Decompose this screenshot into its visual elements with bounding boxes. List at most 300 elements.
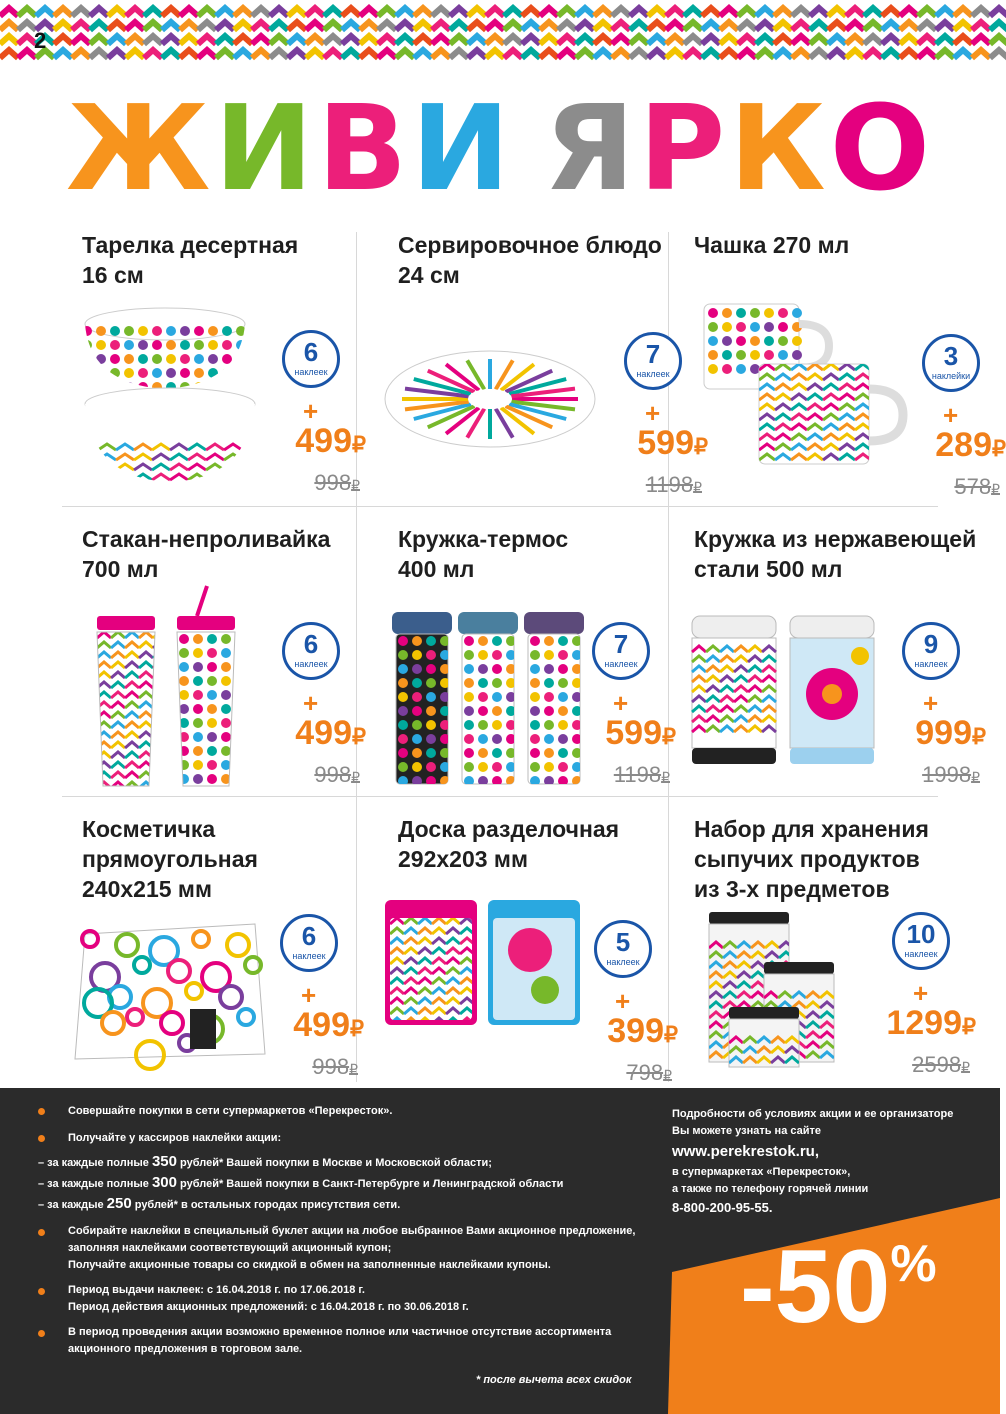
chevron-mark [108,36,126,44]
chevron-mark [198,36,216,44]
chevron-mark [306,50,324,58]
chevron-mark [234,50,252,58]
product-name: Тарелка десертная 16 см [82,232,299,288]
rule-item [38,1102,658,1121]
page-number: 2 [34,28,47,53]
chevron-mark [522,36,540,44]
chevron-mark [54,8,72,16]
product-image [380,612,600,787]
chevron-mark [666,36,684,44]
chevron-mark [540,8,558,16]
plus-sign: + [913,978,929,1008]
chevron-mark [252,22,270,30]
product-card[interactable] [378,814,678,1094]
chevron-mark [720,8,738,16]
product-image [70,914,270,1064]
chevron-mark [216,8,234,16]
ruble-sign: ₽ [962,1014,976,1039]
sticker-count: 3 [943,341,959,371]
chevron-mark [954,8,972,16]
ruble-sign: ₽ [662,724,676,749]
ruble-sign: ₽ [693,479,702,495]
price-value: 1299 [886,1004,962,1042]
chevron-mark [504,50,522,58]
product-name: Чашка 270 мл [694,232,850,258]
chevron-mark [612,50,630,58]
sticker-count-badge [594,920,652,978]
chevron-mark [324,22,342,30]
product-name: Кружка из нержавеющей стали 500 мл [694,526,977,582]
chevron-mark [738,50,756,58]
ruble-sign: ₽ [664,1022,678,1047]
chevron-mark [738,22,756,30]
chevron-mark [828,50,846,58]
chevron-mark [810,50,828,58]
chevron-mark [360,36,378,44]
plus-sign: + [923,688,939,718]
chevron-mark [216,50,234,58]
info-text: Вы можете узнать на сайте [672,1125,822,1137]
chevron-mark [810,8,828,16]
chevron-mark [270,36,288,44]
chevron-mark [504,36,522,44]
chevron-mark [522,22,540,30]
chevron-mark [0,8,18,16]
sticker-count: 9 [923,629,939,659]
rule-text: Получайте у кассиров наклейки акции: [68,1132,282,1144]
chevron-mark [684,36,702,44]
chevron-mark [486,8,504,16]
chevron-mark [630,36,648,44]
chevron-mark [252,8,270,16]
chevron-mark [522,8,540,16]
chevron-mark [450,50,468,58]
chevron-mark [432,36,450,44]
sticker-count: 10 [906,919,936,949]
product-card[interactable] [378,524,678,804]
chevron-mark [900,50,918,58]
chevron-mark [558,22,576,30]
product-image [72,616,272,786]
ruble-sign: ₽ [351,769,360,785]
chevron-mark [162,36,180,44]
sticker-label: наклеек [914,659,948,669]
old-price-value: 1198 [645,472,694,497]
chevron-mark [180,22,198,30]
chevron-mark [810,22,828,30]
rule-text: Собирайте наклейки в специальный буклет акции на любое выбранное Вами акционное предложение, [68,1225,636,1237]
chevron-mark [306,36,324,44]
info-text: а также по телефону горячей линии [672,1183,869,1195]
sticker-label: наклеек [292,951,326,961]
chevron-mark [576,8,594,16]
chevron-mark [306,8,324,16]
chevron-mark [648,8,666,16]
chevron-mark [54,22,72,30]
chevron-mark [918,22,936,30]
bullet-icon [38,1135,45,1142]
chevron-mark [126,22,144,30]
chevron-mark [432,50,450,58]
chevron-mark [918,8,936,16]
chevron-mark [486,36,504,44]
product-card[interactable] [674,814,974,1094]
chevron-mark [306,22,324,30]
chevron-mark [468,8,486,16]
product-card[interactable] [674,524,986,804]
old-price-value: 2598 [912,1052,962,1077]
title-letter: В [317,79,412,217]
chevron-mark [918,36,936,44]
old-price-value: 998 [314,762,352,787]
rule-text: Период действия акционных предложений: с 16.04.2018 г. по 30.06.2018 г. [68,1301,469,1313]
old-price-value: 1998 [922,762,972,787]
chevron-mark [594,50,612,58]
chevron-mark [126,8,144,16]
chevron-mark [54,50,72,58]
plus-sign: + [301,980,317,1010]
chevron-mark [648,36,666,44]
chevron-mark [792,50,810,58]
chevron-mark [702,50,720,58]
sticker-count: 5 [615,927,631,957]
chevron-mark [756,22,774,30]
chevron-mark [432,22,450,30]
rule-text: акционного предложения в торговом зале. [68,1343,303,1355]
chevron-mark [720,36,738,44]
chevron-mark [828,8,846,16]
chevron-mark [324,8,342,16]
chevron-mark [180,8,198,16]
info-text: Подробности об условиях акции и ее организаторе [672,1108,954,1120]
chevron-mark [612,22,630,30]
chevron-mark [630,22,648,30]
chevron-mark [378,50,396,58]
chevron-mark [972,36,990,44]
chevron-mark [576,22,594,30]
old-price-value: 998 [312,1054,350,1079]
rule-subitem [38,1194,658,1215]
product-card[interactable] [378,230,708,510]
chevron-mark [756,8,774,16]
chevron-mark [144,22,162,30]
chevron-mark [792,22,810,30]
chevron-mark [198,8,216,16]
chevron-mark [972,22,990,30]
title-letter: О [829,79,935,217]
price-value: 289 [935,426,992,464]
chevron-mark [504,8,522,16]
chevron-mark [342,50,360,58]
chevron-mark [126,36,144,44]
chevron-mark [144,50,162,58]
promo-price [935,426,1006,465]
ruble-sign: ₽ [972,724,986,749]
price-value: 499 [295,422,352,460]
rule-text: В период проведения акции возможно временное полное или частичное отсутствие ассортимента [68,1326,612,1338]
amount: 350 [151,1153,177,1170]
chevron-mark [144,8,162,16]
promo-price [295,422,366,461]
title-letter: Р [638,79,730,217]
discount-label [740,1228,937,1347]
product-image [684,294,909,474]
sticker-label: наклеек [294,659,328,669]
chevron-mark [0,36,18,44]
sticker-count: 6 [303,629,319,659]
chevron-mark [972,50,990,58]
chevron-mark [18,8,36,16]
chevron-mark [630,8,648,16]
discount-value: -50 [740,1229,891,1345]
chevron-mark [774,36,792,44]
chevron-mark [288,8,306,16]
product-name: Сервировочное блюдо 24 см [398,232,662,288]
title-letter: Ж [65,79,215,217]
bullet-icon [38,1229,45,1236]
sticker-count: 6 [301,921,317,951]
chevron-mark [684,22,702,30]
promo-price [605,714,676,753]
chevron-mark [882,8,900,16]
product-card[interactable] [674,230,1006,510]
sticker-label: наклеек [636,369,670,379]
sticker-count-badge [282,330,340,388]
chevron-mark [720,50,738,58]
product-card[interactable] [62,524,366,804]
chevron-mark [468,50,486,58]
chevron-mark [756,36,774,44]
sticker-count: 7 [645,339,661,369]
chevron-mark [936,22,954,30]
chevron-mark [486,22,504,30]
chevron-mark [558,8,576,16]
product-image [380,900,580,1030]
chevron-mark [342,22,360,30]
chevron-mark [828,36,846,44]
plus-sign: + [303,396,319,426]
chevron-mark [468,22,486,30]
chevron-mark [504,22,522,30]
chevron-mark [414,36,432,44]
chevron-mark [792,36,810,44]
chevron-mark [810,36,828,44]
chevron-mark [900,36,918,44]
chevron-mark [468,36,486,44]
chevron-mark [576,50,594,58]
chevron-mark [990,8,1006,16]
chevron-mark [612,8,630,16]
chevron-mark [990,36,1006,44]
rule-text: – за каждые полные [38,1178,152,1190]
rule-text: рублей* Вашей покупки в Санкт-Петербурге и Ленинградской области [176,1178,564,1190]
ruble-sign: ₽ [352,724,366,749]
chevron-mark [198,50,216,58]
old-price [912,1052,970,1078]
page-title [0,79,1000,217]
old-price-value: 1198 [613,762,662,787]
sticker-count-badge [592,622,650,680]
chevron-mark [972,8,990,16]
chevron-mark [882,36,900,44]
chevron-mark [702,36,720,44]
chevron-mark [684,50,702,58]
chevron-mark [666,50,684,58]
product-name: Косметичка прямоугольная 240х215 мм [82,816,258,902]
title-letter: К [729,79,830,217]
chevron-mark [252,50,270,58]
plus-sign: + [645,398,661,428]
plus-sign: + [615,986,631,1016]
chevron-mark [252,36,270,44]
rule-text: рублей* в остальных городах присутствия сети. [131,1199,401,1211]
promo-rules [38,1102,658,1366]
chevron-mark [36,8,54,16]
chevron-mark [666,8,684,16]
website-link[interactable]: www.perekrestok.ru, [672,1143,819,1160]
chevron-mark [90,22,108,30]
chevron-mark [594,8,612,16]
chevron-mark [846,50,864,58]
chevron-mark [90,36,108,44]
sticker-count-badge [280,914,338,972]
chevron-mark [990,22,1006,30]
sticker-count-badge [282,622,340,680]
chevron-mark [774,22,792,30]
ruble-sign: ₽ [992,436,1006,461]
chevron-mark [360,22,378,30]
rule-text: Совершайте покупки в сети супермаркетов «Перекресток». [68,1105,393,1117]
chevron-mark [450,36,468,44]
chevron-mark [864,50,882,58]
percent-sign: % [890,1235,937,1293]
chevron-mark [900,22,918,30]
chevron-mark [864,36,882,44]
promo-price [886,1004,976,1043]
price-value: 499 [295,714,352,752]
chevron-mark [666,22,684,30]
product-image [704,912,864,1072]
old-price [922,762,980,788]
ruble-sign: ₽ [350,1016,364,1041]
chevron-mark [720,22,738,30]
chevron-mark [450,22,468,30]
chevron-mark [846,22,864,30]
chevron-mark [648,50,666,58]
rule-item [38,1129,658,1215]
rule-text: – за каждые [38,1199,107,1211]
ruble-sign: ₽ [961,1059,970,1075]
chevron-mark [594,36,612,44]
product-card[interactable] [62,814,362,1094]
chevron-mark [882,22,900,30]
rule-item [38,1324,658,1358]
chevron-mark [180,50,198,58]
rule-text: заполняя наклейками соответствующий акционный купон; [68,1242,392,1254]
chevron-mark [0,22,18,30]
chevron-mark [396,22,414,30]
chevron-mark [378,36,396,44]
chevron-mark [270,22,288,30]
title-letter: И [214,79,318,217]
plus-sign: + [613,688,629,718]
organizer-info [672,1106,982,1218]
promo-footer [0,1088,1000,1414]
product-name: Стакан-непроливайка 700 мл [82,526,331,582]
plus-sign: + [303,688,319,718]
old-price [614,762,670,788]
chevron-mark [396,50,414,58]
hotline-phone[interactable]: 8-800-200-95-55. [672,1200,773,1215]
chevron-mark [540,22,558,30]
rule-item [38,1223,658,1274]
product-card[interactable] [62,230,366,510]
chevron-mark [288,22,306,30]
sticker-count-badge [922,334,980,392]
chevron-mark [396,8,414,16]
chevron-mark [378,22,396,30]
chevron-mark [270,50,288,58]
chevron-mark [882,50,900,58]
chevron-mark [108,50,126,58]
product-image [684,616,904,766]
info-text: в супермаркетах «Перекресток», [672,1166,851,1178]
chevron-mark [846,8,864,16]
chevron-mark [90,8,108,16]
chevron-mark [954,50,972,58]
chevron-mark [216,36,234,44]
chevron-mark [558,36,576,44]
chevron-mark [576,36,594,44]
bullet-icon [38,1330,45,1337]
amount: 250 [106,1195,132,1212]
rule-subitem [38,1173,658,1194]
chevron-mark [936,36,954,44]
title-letter: Я [543,79,639,217]
chevron-mark [450,8,468,16]
chevron-mark [774,8,792,16]
title-letter: И [411,79,514,217]
chevron-mark [324,36,342,44]
chevron-mark [54,36,72,44]
rule-text: Получайте акционные товары со скидкой в обмен на заполненные наклейками купоны. [68,1259,551,1271]
sticker-label: наклейки [931,371,971,381]
ruble-sign: ₽ [991,481,1000,497]
chevron-mark [684,8,702,16]
chevron-mark [270,8,288,16]
chevron-mark [288,50,306,58]
chevron-mark [234,22,252,30]
old-price-value: 998 [314,470,352,495]
chevron-mark [0,50,18,58]
ruble-sign: ₽ [351,477,360,493]
sticker-count-badge [902,622,960,680]
chevron-mark [108,8,126,16]
chevron-mark [792,8,810,16]
footnote: * после вычета всех скидок [476,1374,632,1386]
ruble-sign: ₽ [661,769,670,785]
price-value: 599 [605,714,662,752]
rule-text: – за каждые полные [38,1157,152,1169]
old-price-value: 798 [626,1060,664,1085]
chevron-mark [342,8,360,16]
chevron-mark [540,36,558,44]
chevron-mark [594,22,612,30]
chevron-mark [162,22,180,30]
chevron-mark [630,50,648,58]
price-value: 599 [637,424,694,462]
chevron-mark [846,36,864,44]
